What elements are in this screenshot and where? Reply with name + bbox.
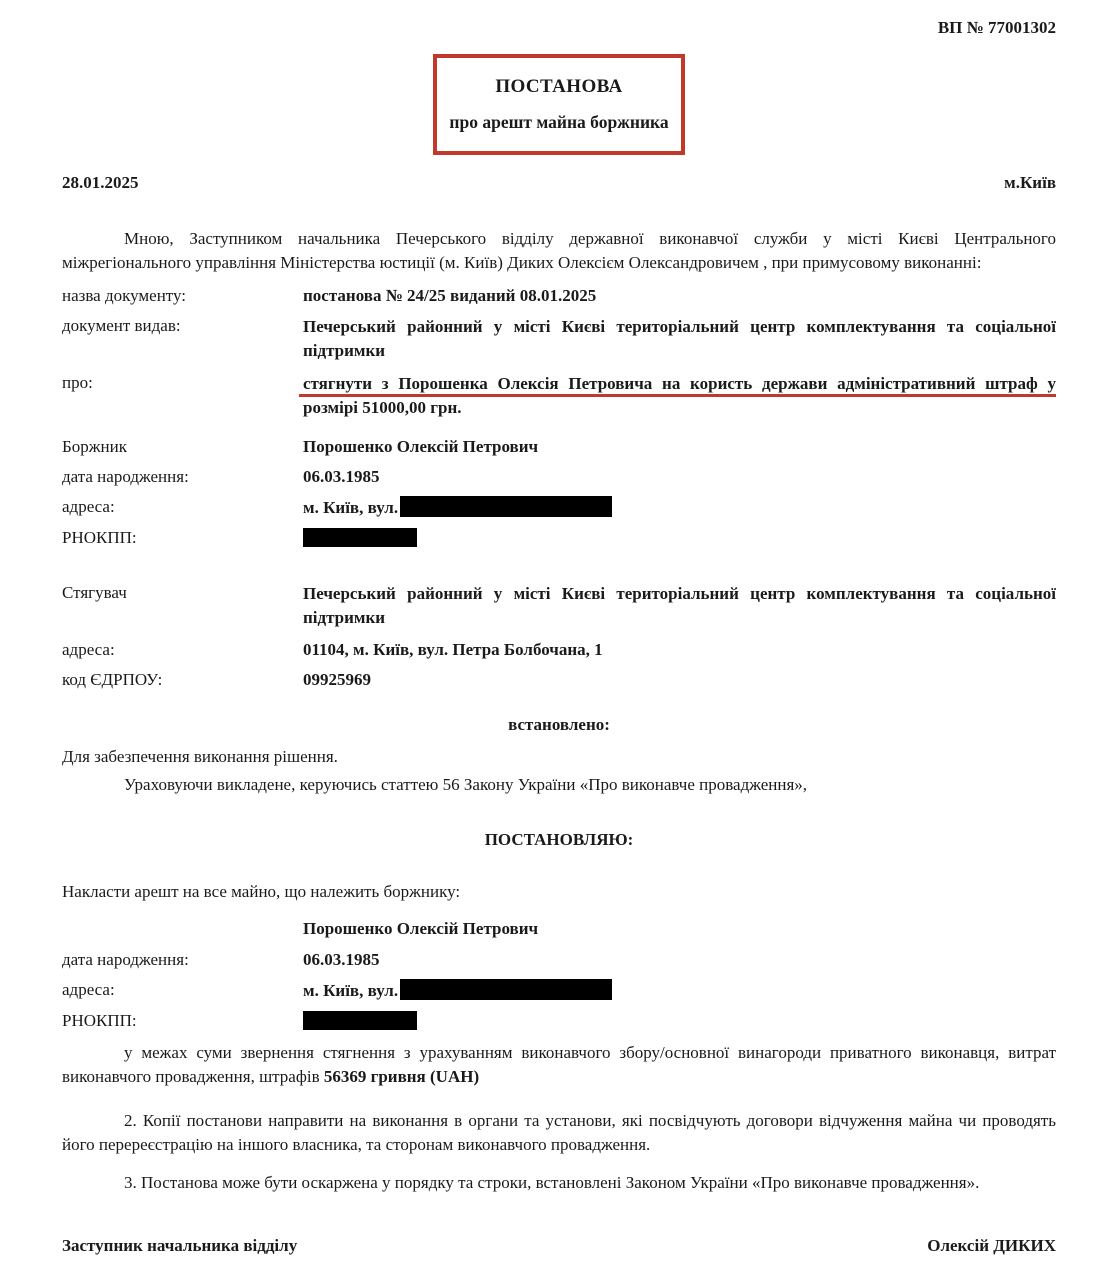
intro-paragraph: Мною, Заступником начальника Печерського відділу державної виконавчої служби у місті Києві Центрального міжрегіонального управління Міністерства юстиції (м. Київ) Диких Олексієм Олександровичем , при примусовому виконанні: — [62, 229, 1056, 272]
field-row-collector-edrpou — [62, 669, 1056, 690]
subject-text-underlined: стягнути з Порошенка Олексія Петровича на користь держави адміністративний штраф у розмірі 51000,00 — [303, 374, 1056, 417]
field-label-resolution-birth: дата народження: — [62, 950, 189, 969]
field-value-resolution-birth: 06.03.1985 — [303, 950, 380, 969]
case-number: ВП № 77001302 — [937, 18, 1056, 37]
resolution-item1: Накласти арешт на все майно, що належить боржнику: — [62, 882, 461, 901]
established-line2: Ураховуючи викладене, керуючись статтею 56 Закону України «Про виконавче провадження», — [124, 775, 808, 794]
field-label-subject: про: — [62, 373, 93, 392]
field-value-resolution-rnokpp — [303, 1010, 1056, 1031]
field-label-document-name: назва документу: — [62, 286, 187, 305]
field-value-debtor-name: Порошенко Олексій Петрович — [303, 437, 539, 456]
field-label-debtor-birth: дата народження: — [62, 467, 189, 486]
document-date: 28.01.2025 — [62, 173, 139, 192]
field-row-collector-address — [62, 639, 1056, 660]
signer-name: Олексій ДИКИХ — [927, 1236, 1056, 1255]
field-value-document-issuer: Печерський районний у місті Києві територіальний центр комплектування та соціальної підтримки — [303, 317, 1056, 360]
field-label-collector-address: адреса: — [62, 640, 115, 659]
subject-text-tail: грн. — [430, 398, 462, 417]
field-label-debtor-address: адреса: — [62, 497, 115, 516]
field-value-resolution-address — [303, 979, 1056, 1001]
document-city: м.Київ — [1004, 173, 1056, 192]
field-label-resolution-rnokpp: РНОКПП: — [62, 1011, 137, 1030]
signature-footer — [62, 1235, 1056, 1256]
field-row-debtor-address — [62, 496, 1056, 518]
field-value-debtor-rnokpp — [303, 527, 1056, 548]
field-value-document-name: постанова № 24/25 виданий 08.01.2025 — [303, 286, 597, 305]
resolution-address-text: м. Київ, вул. — [303, 981, 399, 1000]
field-value-collector-edrpou: 09925969 — [303, 670, 371, 689]
field-label-collector-edrpou: код ЄДРПОУ: — [62, 670, 163, 689]
field-row-resolution-birth — [62, 949, 1056, 970]
field-row-resolution-rnokpp — [62, 1010, 1056, 1031]
field-value-collector-address: 01104, м. Київ, вул. Петра Болбочана, 1 — [303, 640, 603, 659]
meta-row — [62, 173, 1056, 193]
established-line1: Для забезпечення виконання рішення. — [62, 747, 338, 766]
field-label-debtor-rnokpp: РНОКПП: — [62, 528, 137, 547]
sum-paragraph — [62, 1041, 1056, 1089]
field-row-debtor-rnokpp — [62, 527, 1056, 548]
field-value-subject — [303, 372, 1056, 420]
field-row-document-name — [62, 285, 1056, 306]
resolution-item3: 3. Постанова може бути оскаржена у порядку та строки, встановлені Законом України «Про виконавче провадження». — [124, 1173, 980, 1192]
title-box — [433, 54, 685, 155]
field-row-collector — [62, 582, 1056, 630]
signer-position: Заступник начальника відділу — [62, 1236, 298, 1255]
document-title: ПОСТАНОВА — [495, 76, 623, 97]
debtor-address-text: м. Київ, вул. — [303, 498, 399, 517]
sum-amount: 56369 гривня (UAH) — [323, 1067, 480, 1086]
field-row-subject — [62, 372, 1056, 420]
field-value-debtor-address — [303, 496, 1056, 518]
redaction-bar-debtor-address — [400, 496, 612, 517]
red-underline — [299, 394, 1056, 397]
sum-paragraph-text: у межах суми звернення стягнення з урахуванням виконавчого збору/основної винагороди приватного виконавця, витрат виконавчого провадження, штрафів — [62, 1043, 1056, 1086]
field-label-resolution-address: адреса: — [62, 980, 115, 999]
redaction-bar-resolution-address — [400, 979, 612, 1000]
field-row-debtor-birth — [62, 466, 1056, 487]
resolution-heading: ПОСТАНОВЛЯЮ: — [484, 830, 634, 849]
document-fields — [62, 285, 1056, 690]
document-subtitle: про арешт майна боржника — [449, 112, 669, 132]
resolution-item2: 2. Копії постанови направити на виконання в органи та установи, які посвідчують договори відчуження майна чи проводять його перереєстрацію на іншого власника, та сторонам виконавчого провадження. — [62, 1111, 1056, 1154]
resolution-debtor-name: Порошенко Олексій Петрович — [303, 919, 539, 938]
established-heading: встановлено: — [508, 715, 610, 734]
field-label-debtor: Боржник — [62, 437, 127, 456]
redaction-bar-resolution-rnokpp — [303, 1011, 417, 1030]
field-row-resolution-address — [62, 979, 1056, 1001]
field-row-document-issuer — [62, 315, 1056, 363]
field-label-document-issuer: документ видав: — [62, 316, 181, 335]
field-value-collector-name: Печерський районний у місті Києві територіальний центр комплектування та соціальної підтримки — [303, 584, 1056, 627]
redaction-bar-debtor-rnokpp — [303, 528, 417, 547]
field-value-debtor-birth: 06.03.1985 — [303, 467, 380, 486]
field-row-debtor — [62, 436, 1056, 457]
field-label-collector: Стягувач — [62, 583, 127, 602]
resolution-debtor-fields — [62, 949, 1056, 1031]
